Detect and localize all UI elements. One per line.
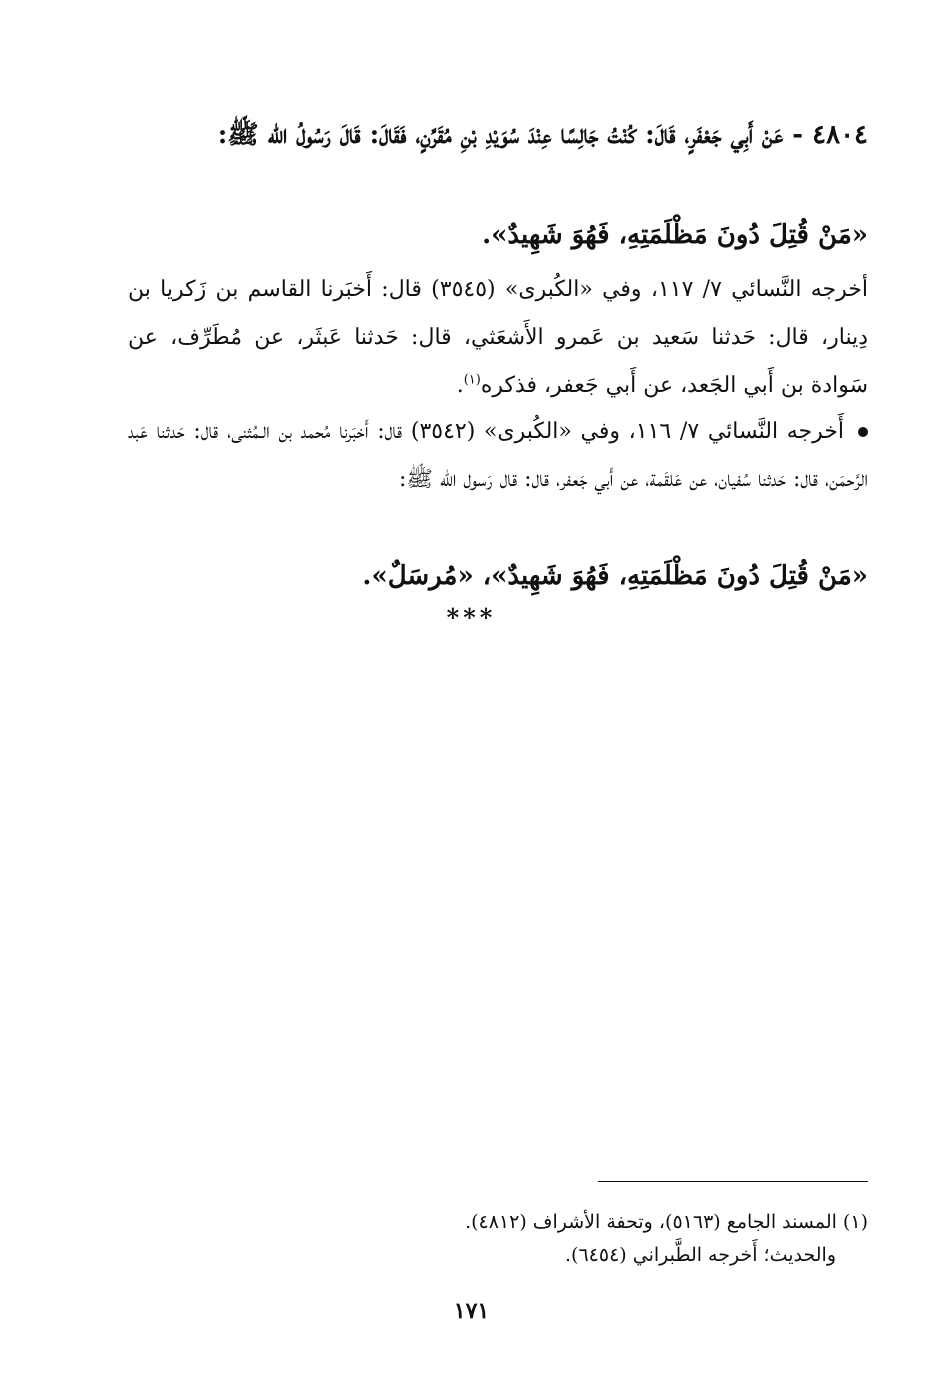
footnotes <box>128 1206 868 1272</box>
hadith-matn <box>128 212 868 259</box>
footnote-divider <box>598 1181 868 1182</box>
footnote-line-2: والحديث؛ أَخرجه الطَّبراني (٦٤٥٤). <box>565 1244 836 1266</box>
takhrij-paragraph-2 <box>128 408 868 504</box>
page-number: ١٧١ <box>453 1298 490 1324</box>
takhrij-1-end: . <box>456 373 464 398</box>
separator-stars: *** <box>446 603 497 632</box>
bullet-icon <box>858 427 868 437</box>
hadith-number-line: ٤٨٠٤ - عَنْ أَبِي جَعْفَرٍ، قَالَ: كُنْتُ جَالِسًا عِنْدَ سُوَيْدِ بْنِ مُقَرِّنٍ، فَقَالَ: قَالَ رَسُولُ الله ﷺ: <box>217 120 868 150</box>
takhrij-1-text: أخرجه النَّسائي ٧/ ١١٧، وفي «الكُبرى» (٣٥٤٥) قال: أَخبَرنا القاسم بن زَكريا بن دِينار، قال: حَدثنا سَعيد بن عَمرو الأَشعَثي، قال: حَدثنا عَبثَر، عن مُطَرِّف، عن سَوادة بن أَبي الجَعد، عن أَبي جَعفر، فذكره <box>128 277 868 398</box>
footnote-reference: (١) <box>463 372 481 388</box>
takhrij-2-text: أَخرجه النَّسائي ٧/ ١١٦، وفي «الكُبرى» (٣٥٤٢) قال: أَخبَرنا مُحمد بن الـمُثنى، قال: حَدثنا عَبد الرَّحمَن، قال: حَدثنا سُفيان، عن عَلقَمة، عن أَبي جَعفر، قال: قال رَسول الله ﷺ: <box>128 419 868 492</box>
hadith-text: «مَنْ قُتِلَ دُونَ مَظْلَمَتِهِ، فَهُوَ شَهِيدٌ». <box>482 220 868 250</box>
hadith-matn-2 <box>128 553 868 600</box>
hadith-heading <box>128 112 868 159</box>
section-separator <box>0 603 943 632</box>
takhrij-paragraph-1 <box>128 266 868 410</box>
footnote-line-1: (١) المسند الجامع (٥١٦٣)، وتحفة الأشراف (٤٨١٢). <box>465 1211 868 1233</box>
hadith-2-text: «مَنْ قُتِلَ دُونَ مَظْلَمَتِهِ، فَهُوَ شَهِيدٌ»، «مُرسَلٌ». <box>362 561 868 591</box>
